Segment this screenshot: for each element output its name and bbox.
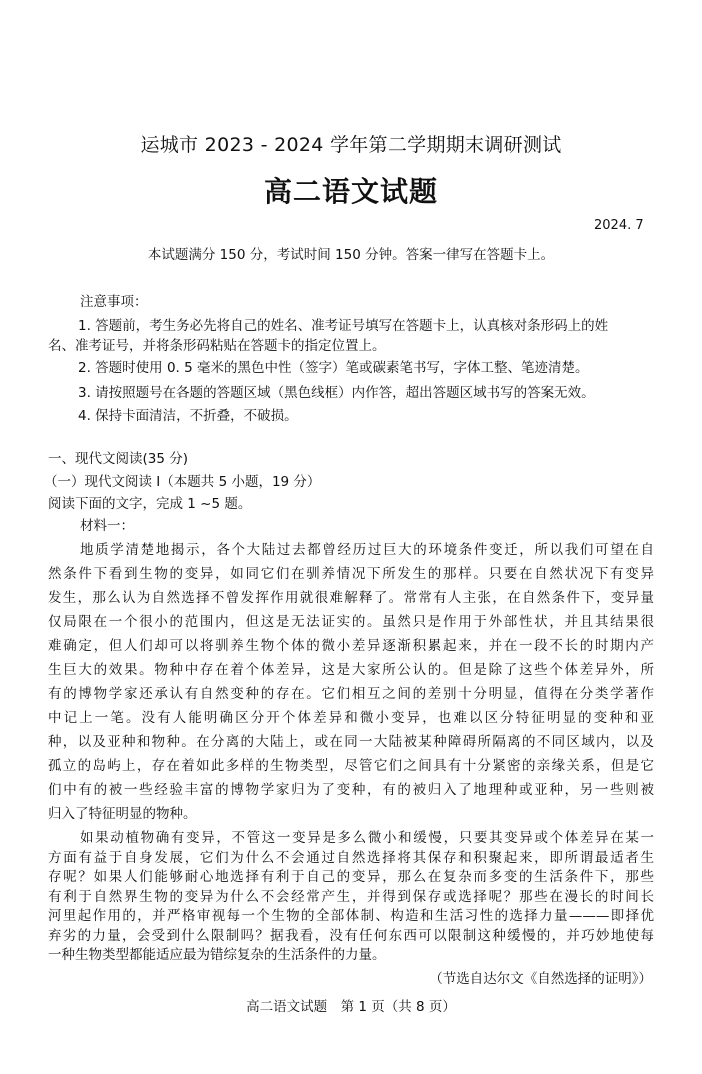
- passage-line: 如果动植物确有变异，不管这一变异是多么微小和缓慢，只要其变异或个体差异在某一: [80, 830, 654, 846]
- section-instruction: 阅读下面的文字，完成 1 ~5 题。: [48, 496, 252, 512]
- passage-line-last: 一种生物类型都能适应最为错综复杂的生活条件的力量。: [48, 947, 386, 963]
- passage-line: 难确定，但人们却可以将驯养生物个体的微小差异逐渐积累起来，并在一段不长的时期内产: [48, 638, 654, 654]
- section-sub-heading: （一）现代文阅读 Ⅰ（本题共 5 小题，19 分）: [44, 474, 321, 490]
- passage-line: 弃劣的力量，会受到什么限制吗？据我看，没有任何东西可以限制这种缓慢的，并巧妙地使每: [48, 927, 654, 944]
- passage-line: 然条件下看到生物的变异，如同它们在驯养情况下所发生的那样。只要在自然状况下有变异: [48, 566, 654, 582]
- exam-subtitle: 高二语文试题: [263, 175, 438, 208]
- passage-line: 地质学清楚地揭示，各个大陆过去都曾经历过巨大的环境条件变迁，所以我们可望在自: [80, 542, 654, 558]
- exam-title: 运城市 2023 - 2024 学年第二学期期末调研测试: [140, 134, 562, 156]
- note-item-1-cont: 名、准考证号，并将条形码粘贴在答题卡的指定位置上。: [48, 338, 386, 354]
- note-item-4: 4. 保持卡面清洁，不折叠，不破损。: [78, 408, 298, 424]
- passage-source: （节选自达尔文《自然选择的证明》）: [429, 970, 652, 987]
- passage-line: 孤立的岛屿上，存在着如此多样的生物类型，尽管它们之间具有十分紧密的亲缘关系，但是它: [48, 758, 654, 774]
- page-footer: 高二语文试题 第 1 页（共 8 页）: [246, 999, 456, 1015]
- passage-line: 中记上一笔。没有人能明确区分开个体差异和微小变异，也难以区分特征明显的变种和亚: [48, 710, 654, 726]
- passage-line: 有的博物学家还承认有自然变种的存在。它们相互之间的差别十分明显，值得在分类学著作: [48, 686, 654, 702]
- passage-line: 种，以及亚种和物种。在分离的大陆上，或在同一大陆被某种障碍所隔离的不同区域内，以及: [48, 734, 654, 750]
- passage-line: 生巨大的效果。物种中存在着个体差异，这是大家所公认的。但是除了这些个体差异外，所: [48, 662, 654, 678]
- passage-line: 归入了特征明显的物种。: [48, 806, 197, 822]
- passage-line: 有利于自然界生物的变异为什么不会经常产生，并得到保存或选择呢？那些在漫长的时间长: [48, 888, 654, 905]
- note-item-3: 3. 请按照题号在各题的答题区域（黑色线框）内作答，超出答题区域书写的答案无效。: [78, 385, 595, 401]
- material-label: 材料一：: [80, 518, 134, 534]
- note-item-1: 1. 答题前，考生务必先将自己的姓名、准考证号填写在答题卡上，认真核对条形码上的姓: [78, 318, 609, 334]
- exam-date: 2024. 7: [594, 218, 644, 233]
- exam-intro: 本试题满分 150 分，考试时间 150 分钟。答案一律写在答题卡上。: [147, 247, 555, 263]
- passage-line: 发生，那么认为自然选择不曾发挥作用就很难解释了。常常有人主张，在自然条件下，变异量: [48, 590, 654, 606]
- notes-heading: 注意事项：: [80, 294, 148, 310]
- section-heading: 一、现代文阅读(35 分): [48, 451, 189, 467]
- passage-line: 方面有益于自身发展，它们为什么不会通过自然选择将其保存和积聚起来，即所谓最适者生: [48, 849, 654, 866]
- passage-line: 仅局限在一个很小的范围内，但这是无法证实的。虽然只是作用于外部性状，并且其结果很: [48, 614, 654, 630]
- passage-line: 河里起作用的，并严格审视每一个生物的全部体制、构造和生活习性的选择力量———即择优: [48, 908, 654, 924]
- note-item-2: 2. 答题时使用 0. 5 毫米的黑色中性（签字）笔或碳素笔书写，字体工整、笔迹清楚。: [78, 360, 589, 376]
- passage-line: 存呢？如果人们能够耐心地选择有利于自己的变异，那么在复杂而多变的生活条件下，那些: [48, 869, 654, 885]
- passage-line: 们中有的被一些经验丰富的博物学家归为了变种，有的被归入了地理种或亚种，另一些则被: [48, 782, 654, 798]
